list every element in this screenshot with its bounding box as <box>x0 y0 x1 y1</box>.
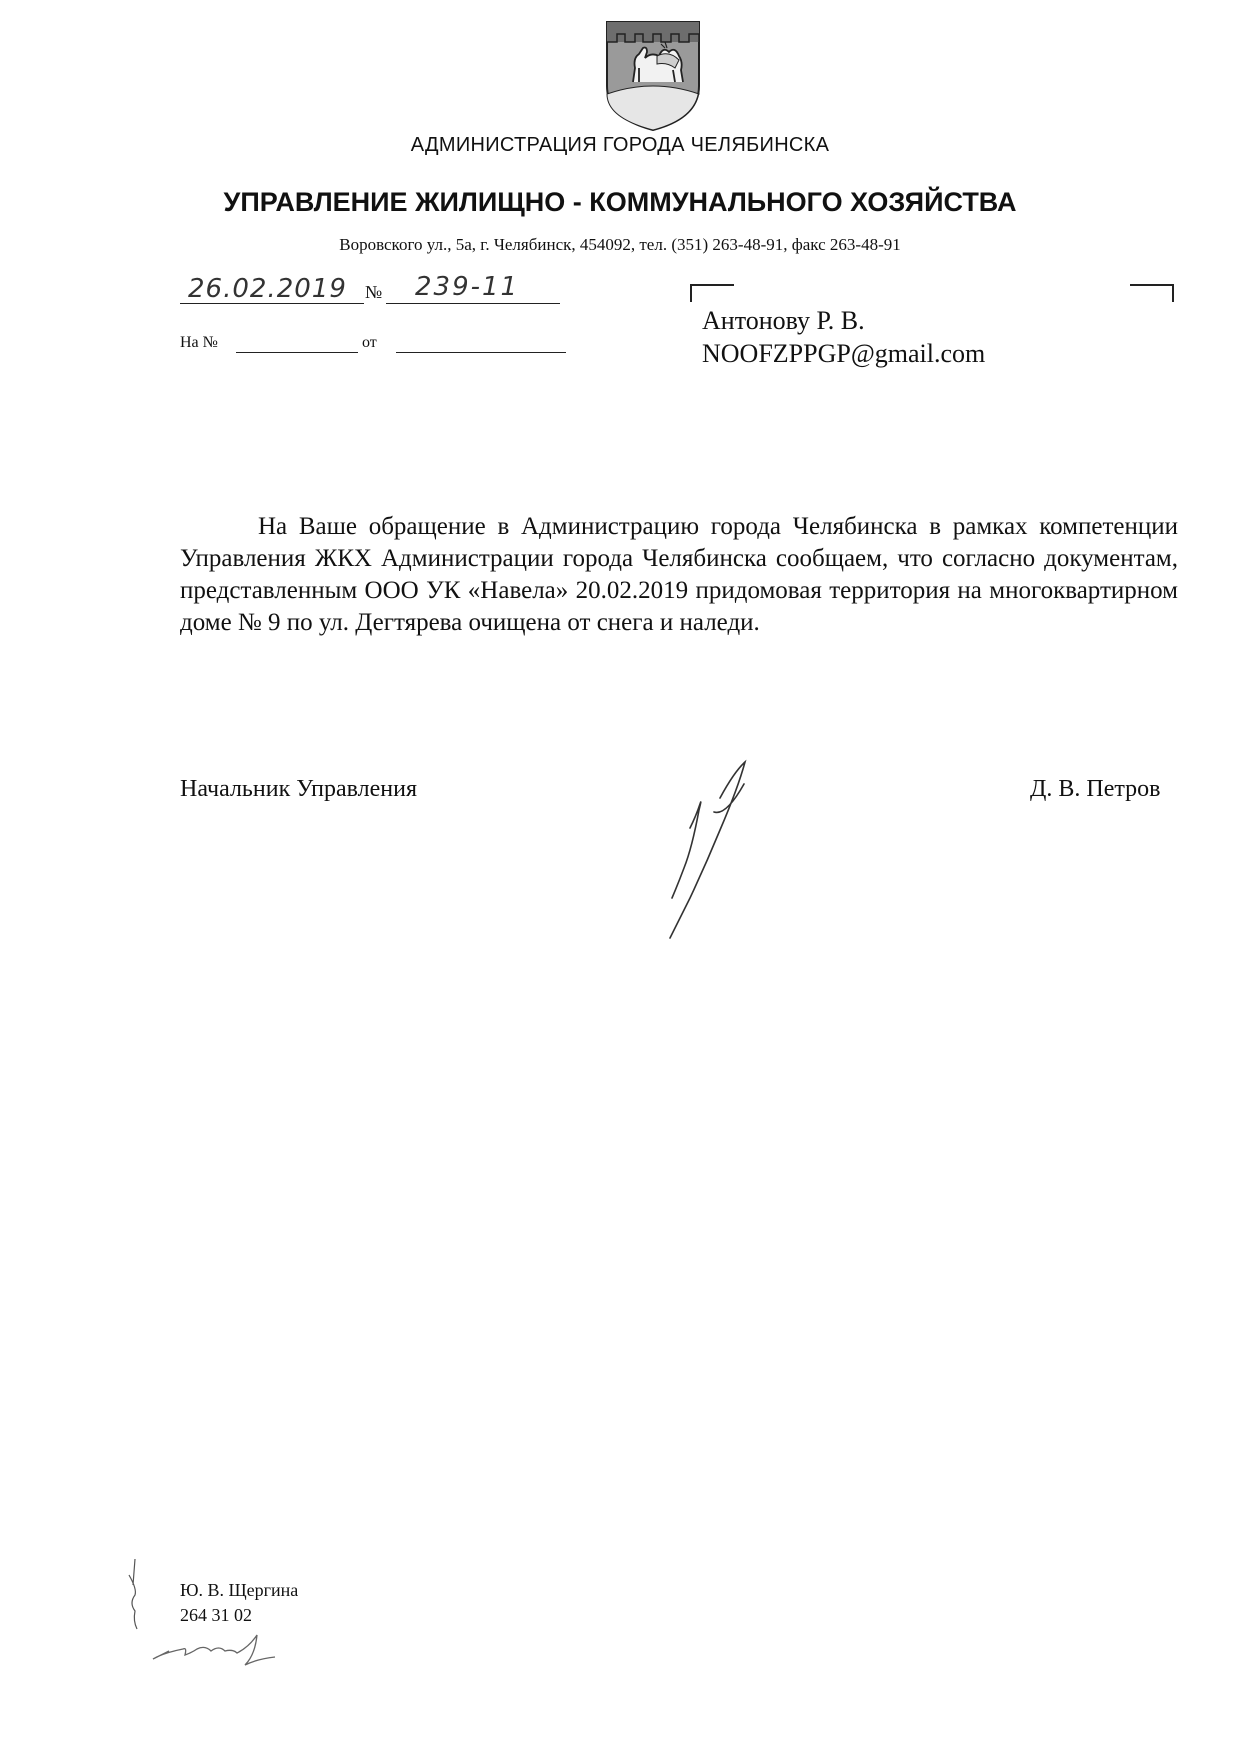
recipient-corner-left <box>690 284 734 302</box>
registration-number: 239-11 <box>415 272 520 302</box>
reference-date-label: от <box>362 334 377 351</box>
executor-name: Ю. В. Щергина <box>180 1580 299 1600</box>
department-title: УПРАВЛЕНИЕ ЖИЛИЩНО - КОММУНАЛЬНОГО ХОЗЯЙСТВА <box>223 187 1017 217</box>
handwritten-signature-icon <box>650 758 800 940</box>
date-underline <box>180 303 364 304</box>
number-underline <box>386 303 560 304</box>
signer-name: Д. В. Петров <box>1030 776 1161 802</box>
reference-date-underline <box>396 352 566 353</box>
registration-date: 26.02.2019 <box>188 274 347 304</box>
reference-number-underline <box>236 352 358 353</box>
registration-number-label: № <box>365 282 383 302</box>
recipient-name: Антонову Р. В. <box>702 306 865 335</box>
department-address: Воровского ул., 5а, г. Челябинск, 454092, тел. (351) 263-48-91, факс 263-48-91 <box>339 235 901 254</box>
city-coat-of-arms-icon <box>603 16 703 132</box>
executor-phone: 264 31 02 <box>180 1605 252 1625</box>
recipient-corner-right <box>1130 284 1174 302</box>
signer-position: Начальник Управления <box>180 776 417 802</box>
city-administration-title: АДМИНИСТРАЦИЯ ГОРОДА ЧЕЛЯБИНСКА <box>410 134 830 156</box>
letter-body: На Ваше обращение в Администрацию города Челябинска в рамках компетенции Управления ЖКХ Администрации города Челябинска сообщаем, что согласно документам, представленным ООО УК «Навела» 20.02.2019 придомовая территория на многоквартирном доме № 9 по ул. Дегтярева очищена от снега и наледи. <box>180 513 1178 636</box>
recipient-email: NOOFZPPGP@gmail.com <box>702 339 986 368</box>
reference-number-label: На № <box>180 334 218 351</box>
